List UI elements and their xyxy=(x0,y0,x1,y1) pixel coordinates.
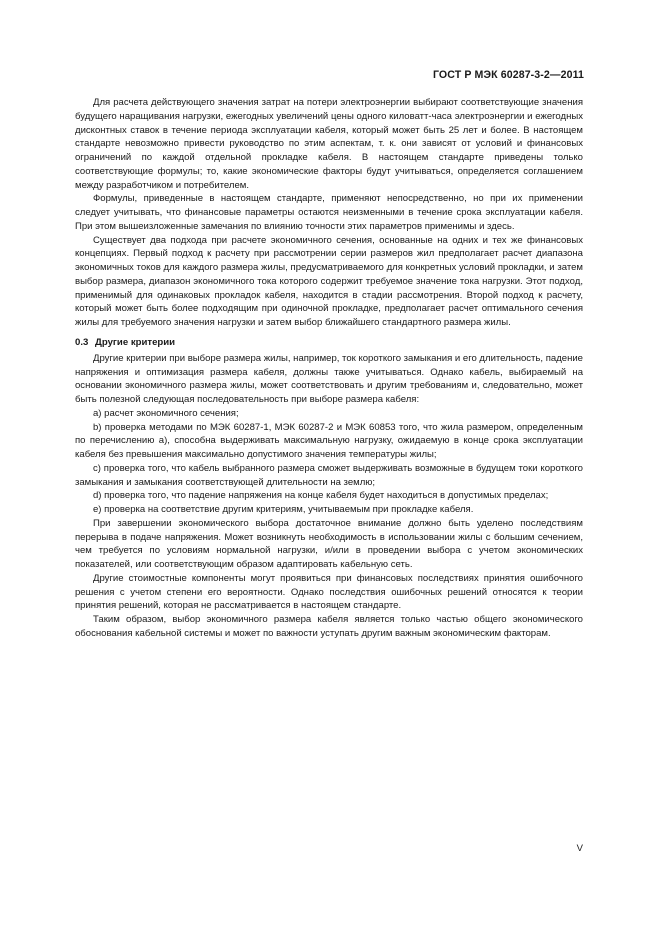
paragraph-formulas: Формулы, приведенные в настоящем стандарте, применяют непосредственно, но при их применении следует учитывать, что финансовые параметры остаются неизменными в течение срока эксплуатации кабеля. При этом вышеизложенные замечания по влиянию точности этих параметров применимы и здесь. xyxy=(75,193,583,232)
paragraph-other-criteria: Другие критерии при выборе размера жилы, например, ток короткого замыкания и его длительность, падение напряжения и оптимизация размера кабеля, должны также учитываться. Однако кабель, выбираемый на основании экономичного размера жилы, может соответствовать и другим требованиям и, следовательно, может быть полезной следующая последовательность при выборе размера кабеля: xyxy=(75,352,583,405)
paragraph-conclusion: Таким образом, выбор экономичного размера кабеля является только частью общего экономического обоснования кабельной системы и может по важности уступать другим важным экономическим факторам. xyxy=(75,614,583,639)
page-number: V xyxy=(576,843,583,854)
document-body xyxy=(75,96,583,641)
list-item-b: b) проверка методами по МЭК 60287-1, МЭК 60287-2 и МЭК 60853 того, что жила размером, определенным по перечислению a), способна выдерживать максимальную нагрузку, ожидаемую в конце срока эксплуатации кабеля без превышения максимально допустимого значения температуры жилы; xyxy=(75,421,583,460)
document-standard-code: ГОСТ Р МЭК 60287-3-2—2011 xyxy=(432,69,584,81)
section-title: Другие критерии xyxy=(95,336,176,348)
list-item-a: a) расчет экономичного сечения; xyxy=(93,407,239,419)
section-number: 0.3 xyxy=(75,336,89,348)
list-item-d: d) проверка того, что падение напряжения на конце кабеля будет находиться в допустимых пределах; xyxy=(93,490,549,502)
list-item-e: e) проверка на соответствие другим критериям, учитываемым при прокладке кабеля. xyxy=(93,504,474,515)
paragraph-two-approaches: Существует два подхода при расчете экономичного сечения, основанные на одних и тех же финансовых концепциях. Первый подход к расчету при рассмотрении серии размеров жил предполагает расчет диапазона экономичных токов для каждого размера жилы, предусматриваемого для конкретных условий прокладки, и затем выбор размера, диапазон экономичного тока которого содержит требуемое значение тока нагрузки. Этот подход, применимый для одинаковых прокладок кабеля, находится в стадии рассмотрения. Второй подход к расчету, который может быть более подходящим при одиночной прокладке, предполагает расчет оптимального сечения жилы для требуемого значения нагрузки и затем выбор ближайшего стандартного размера жилы. xyxy=(75,234,583,328)
paragraph-losses-cost: Для расчета действующего значения затрат на потери электроэнергии выбирают соответствующие значения будущего наращивания нагрузки, ежегодных увеличений цены одного киловатт-часа электроэнергии и ежегодных дисконтных ставок в течение периода эксплуатации кабеля, который может быть 25 лет и более. В настоящем стандарте невозможно привести руководство по этим аспектам, т. к. они зависят от условий и финансовых ограничений по каждой отдельной прокладке кабеля. В настоящем стандарте приведены только соответствующие формулы; то, какие экономические факторы будут учитываться, определяется соглашением между разработчиком и потребителем. xyxy=(75,97,583,191)
list-item-c: c) проверка того, что кабель выбранного размера сможет выдерживать возможные в будущем токи короткого замыкания и замыкания соответствующей длительности на землю; xyxy=(75,462,583,488)
paragraph-cost-components: Другие стоимостные компоненты могут проявиться при финансовых последствиях принятия ошибочного решения с учетом степени его вероятности. Однако последствия ошибочных решений относятся к теории принятия решений, которая не рассматривается в настоящем стандарте. xyxy=(75,572,583,612)
paragraph-interruption: При завершении экономического выбора достаточное внимание должно быть уделено последствиям перерыва в подаче напряжения. Может возникнуть необходимость в использовании жилы с большим сечением, чем требуется по условиям нормальной нагрузки, и/или в проведении выбора с учетом экономических показателей, или соответствующим образом адаптировать кабельную сеть. xyxy=(75,517,583,570)
section-heading xyxy=(75,336,583,350)
